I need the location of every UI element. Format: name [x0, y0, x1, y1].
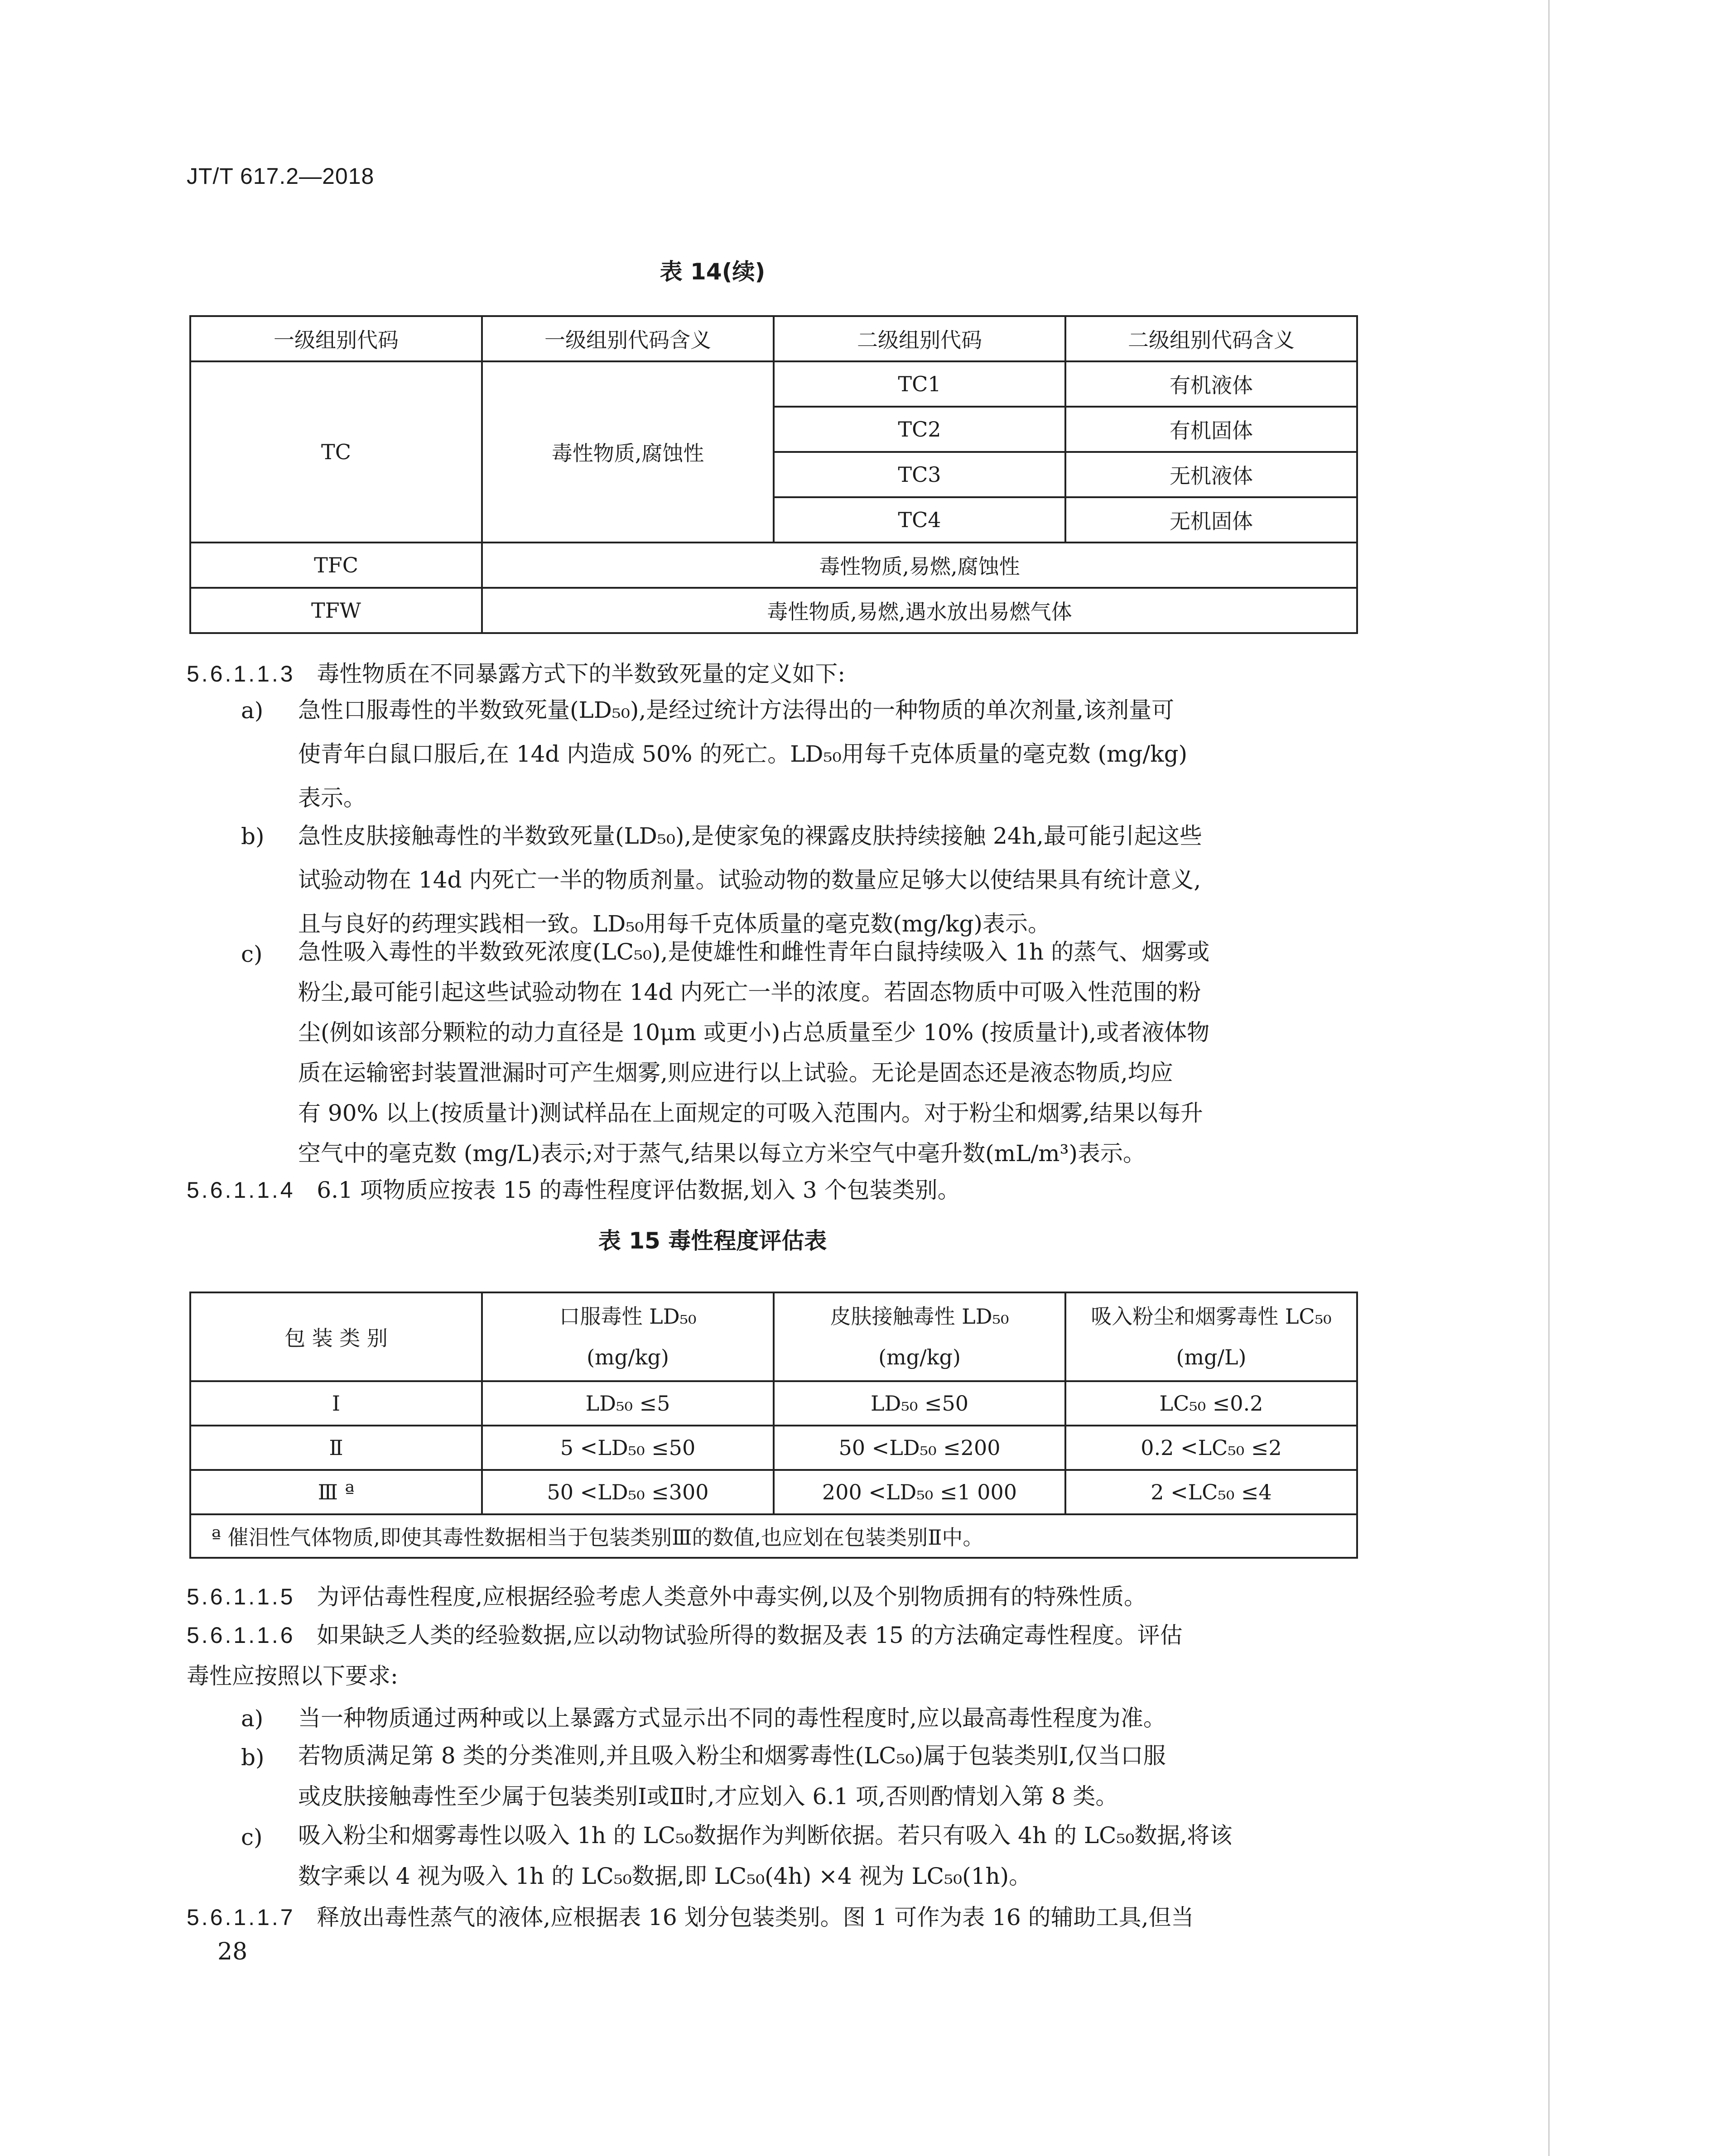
table15-caption: 表 15 毒性程度评估表 [598, 1228, 827, 1254]
text-line: 吸入粉尘和烟雾毒性以吸入 1h 的 LC₅₀数据作为判断依据。若只有吸入 4h 的 LC₅₀数据,将该 [298, 1822, 1233, 1849]
table-14 [189, 315, 1358, 634]
item-b-text [298, 1735, 1166, 1817]
clause-text: 如果缺乏人类的经验数据,应以动物试验所得的数据及表 15 的方法确定毒性程度。评估 [317, 1622, 1183, 1648]
item-label-a: a) [241, 697, 264, 724]
table-row [190, 361, 1357, 407]
cell-sub-code: TC4 [774, 497, 1065, 543]
text-line: 急性吸入毒性的半数致死浓度(LC₅₀),是使雄性和雌性青年白鼠持续吸入 1h 的蒸气、烟雾或 [298, 939, 1210, 965]
clause-number: 5.6.1.1.4 [187, 1177, 295, 1203]
item-a-text [298, 688, 1187, 820]
text-line: 空气中的毫克数 (mg/L)表示;对于蒸气,结果以每立方米空气中毫升数(mL/m³)表示。 [298, 1140, 1146, 1167]
cell-category: Ⅰ [190, 1381, 482, 1426]
text-line: 尘(例如该部分颗粒的动力直径是 10μm 或更小)占总质量至少 10% (按质量计),或者液体物 [298, 1019, 1210, 1046]
text-line: 数字乘以 4 视为吸入 1h 的 LC₅₀数据,即 LC₅₀(4h) ×4 视为 LC₅₀(1h)。 [298, 1863, 1032, 1889]
clause-number: 5.6.1.1.5 [187, 1584, 295, 1609]
clause-number: 5.6.1.1.6 [187, 1623, 295, 1648]
col-header: 二级组别代码 [774, 316, 1065, 361]
text-line: 表示。 [298, 785, 366, 811]
cell-inhalation: 2 <LC₅₀ ≤4 [1065, 1470, 1357, 1514]
cell-sub-meaning: 无机液体 [1065, 452, 1357, 497]
text-line: 或皮肤接触毒性至少属于包装类别Ⅰ或Ⅱ时,才应划入 6.1 项,否则酌情划入第 8 类。 [298, 1783, 1118, 1810]
cell-oral: 5 <LD₅₀ ≤50 [482, 1426, 774, 1470]
header-text: 口服毒性 LD₅₀ [559, 1304, 697, 1329]
clause-5-6-1-1-7 [187, 1896, 1194, 1940]
cell-sub-code: TC3 [774, 452, 1065, 497]
cell-tc-code: TC [190, 361, 482, 543]
text-line: 试验动物在 14d 内死亡一半的物质剂量。试验动物的数量应足够大以使结果具有统计意义, [298, 867, 1201, 893]
clause-5-6-1-1-4 [187, 1168, 960, 1212]
cell-sub-meaning: 有机液体 [1065, 361, 1357, 407]
cell-oral: 50 <LD₅₀ ≤300 [482, 1470, 774, 1514]
cell-inhalation: LC₅₀ ≤0.2 [1065, 1381, 1357, 1426]
text-line: 质在运输密封装置泄漏时可产生烟雾,则应进行以上试验。无论是固态还是液态物质,均应 [298, 1060, 1173, 1086]
cell-tfc-code: TFC [190, 543, 482, 588]
item-label-b: b) [241, 823, 265, 850]
page-edge-rule [1548, 0, 1550, 2156]
item-c-text [298, 932, 1209, 1174]
item-label-c: c) [241, 1824, 263, 1850]
cell-tc-meaning: 毒性物质,腐蚀性 [482, 361, 774, 543]
col-header: 二级组别代码含义 [1065, 316, 1357, 361]
clause-text: 为评估毒性程度,应根据经验考虑人类意外中毒实例,以及个别物质拥有的特殊性质。 [317, 1584, 1147, 1610]
page-number: 28 [217, 1938, 248, 1965]
item-c-text [298, 1815, 1232, 1897]
col-header-oral [482, 1292, 774, 1381]
item-label-b: b) [241, 1744, 265, 1771]
cell-oral: LD₅₀ ≤5 [482, 1381, 774, 1426]
cell-sub-meaning: 有机固体 [1065, 407, 1357, 452]
table-row [190, 1426, 1357, 1470]
text-line: 且与良好的药理实践相一致。LD₅₀用每千克体质量的毫克数(mg/kg)表示。 [298, 911, 1050, 937]
clause-number: 5.6.1.1.3 [187, 661, 295, 687]
clause-text: 毒性应按照以下要求: [187, 1663, 398, 1689]
table-row [190, 1381, 1357, 1426]
table-footnote-row [190, 1514, 1357, 1558]
col-header-inhalation [1065, 1292, 1357, 1381]
header-unit: (mg/L) [1176, 1345, 1247, 1369]
header-text: 吸入粉尘和烟雾毒性 LC₅₀ [1091, 1304, 1332, 1329]
header-unit: (mg/kg) [587, 1345, 669, 1369]
text-line: 粉尘,最可能引起这些试验动物在 14d 内死亡一半的浓度。若固态物质中可吸入性范围的粉 [298, 979, 1201, 1005]
col-header-skin [774, 1292, 1065, 1381]
cell-skin: LD₅₀ ≤50 [774, 1381, 1065, 1426]
cell-tfw-meaning: 毒性物质,易燃,遇水放出易燃气体 [482, 588, 1357, 633]
cell-skin: 200 <LD₅₀ ≤1 000 [774, 1470, 1065, 1514]
item-b-text [298, 814, 1202, 946]
clause-text: 毒性物质在不同暴露方式下的半数致死量的定义如下: [317, 661, 846, 687]
text-line: 急性皮肤接触毒性的半数致死量(LD₅₀),是使家兔的裸露皮肤持续接触 24h,最可能引起这些 [298, 823, 1202, 849]
cell-sub-code: TC1 [774, 361, 1065, 407]
col-header: 一级组别代码 [190, 316, 482, 361]
cell-sub-code: TC2 [774, 407, 1065, 452]
text-line: 若物质满足第 8 类的分类准则,并且吸入粉尘和烟雾毒性(LC₅₀)属于包装类别Ⅰ,仅当口服 [298, 1743, 1166, 1769]
clause-5-6-1-1-5 [187, 1575, 1146, 1619]
document-header: JT/T 617.2—2018 [187, 163, 375, 189]
table-row [190, 1470, 1357, 1514]
cell-category: Ⅱ [190, 1426, 482, 1470]
text-line: 急性口服毒性的半数致死量(LD₅₀),是经过统计方法得出的一种物质的单次剂量,该剂量可 [298, 697, 1175, 723]
cell-tfc-meaning: 毒性物质,易燃,腐蚀性 [482, 543, 1357, 588]
cell-skin: 50 <LD₅₀ ≤200 [774, 1426, 1065, 1470]
cell-inhalation: 0.2 <LC₅₀ ≤2 [1065, 1426, 1357, 1470]
item-label-c: c) [241, 941, 263, 967]
text-line: 使青年白鼠口服后,在 14d 内造成 50% 的死亡。LD₅₀用每千克体质量的毫克数 (mg/kg) [298, 741, 1188, 767]
text-line: 有 90% 以上(按质量计)测试样品在上面规定的可吸入范围内。对于粉尘和烟雾,结果以每升 [298, 1100, 1203, 1126]
table-15 [189, 1292, 1358, 1559]
cell-sub-meaning: 无机固体 [1065, 497, 1357, 543]
table-row [190, 543, 1357, 588]
clause-text: 释放出毒性蒸气的液体,应根据表 16 划分包装类别。图 1 可作为表 16 的辅助工具,但当 [317, 1904, 1194, 1930]
header-text: 皮肤接触毒性 LD₅₀ [830, 1304, 1009, 1329]
clause-number: 5.6.1.1.7 [187, 1905, 295, 1930]
table-header-row [190, 316, 1357, 361]
col-header-category: 包 装 类 别 [190, 1292, 482, 1381]
text-line: 当一种物质通过两种或以上暴露方式显示出不同的毒性程度时,应以最高毒性程度为准。 [298, 1705, 1166, 1731]
item-a-text [298, 1696, 1166, 1740]
table14-caption: 表 14(续) [660, 259, 766, 285]
item-label-a: a) [241, 1705, 264, 1732]
clause-5-6-1-1-6 [187, 1615, 1183, 1696]
header-unit: (mg/kg) [878, 1345, 961, 1369]
table-header-row [190, 1292, 1357, 1381]
col-header: 一级组别代码含义 [482, 316, 774, 361]
table-row [190, 588, 1357, 633]
cell-tfw-code: TFW [190, 588, 482, 633]
table-footnote: ª 催泪性气体物质,即使其毒性数据相当于包装类别Ⅲ的数值,也应划在包装类别Ⅱ中。 [190, 1514, 1357, 1558]
clause-text: 6.1 项物质应按表 15 的毒性程度评估数据,划入 3 个包装类别。 [317, 1177, 960, 1203]
cell-category: Ⅲ ª [190, 1470, 482, 1514]
